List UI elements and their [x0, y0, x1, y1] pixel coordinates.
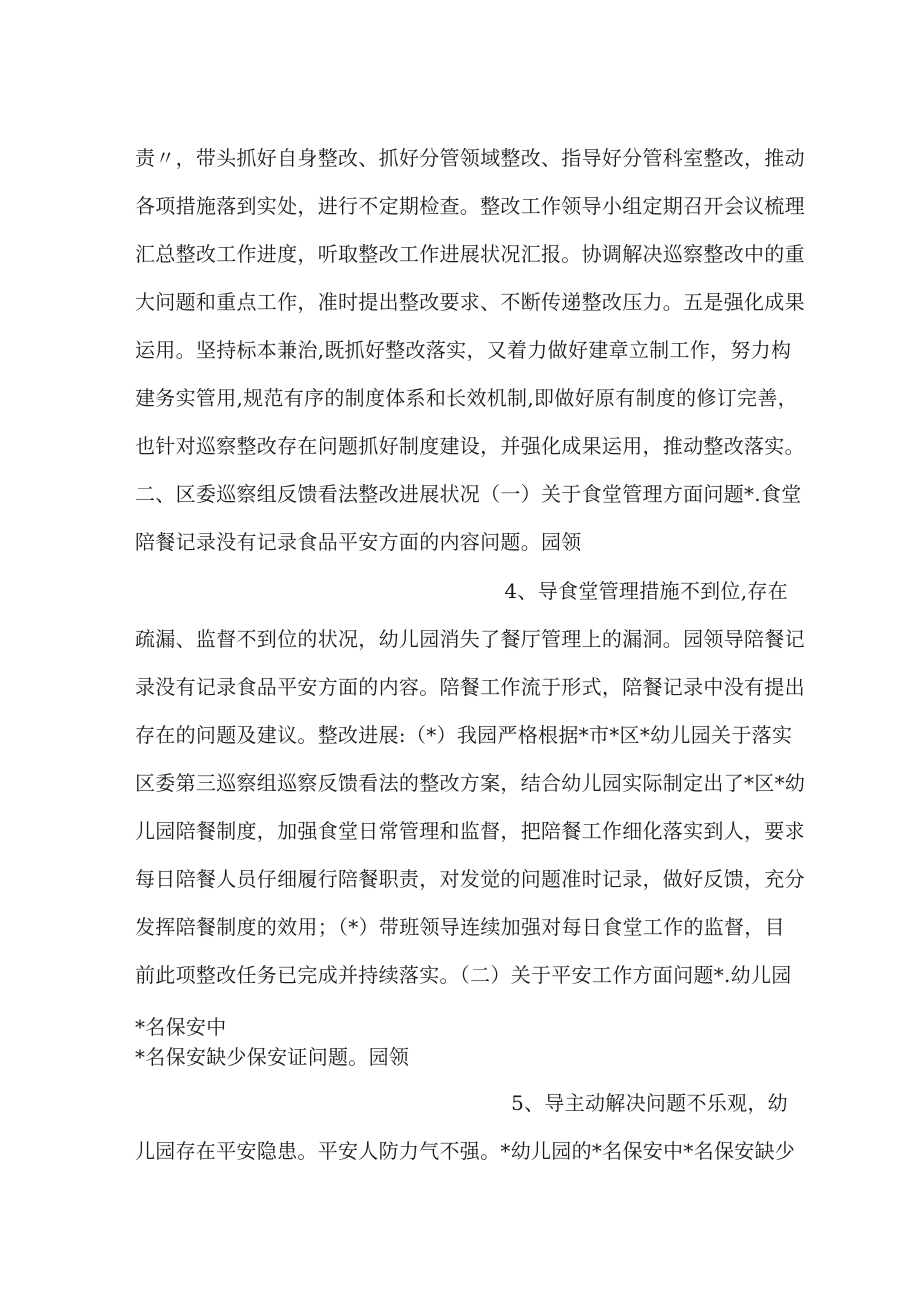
- text-line: 建务实管用,规范有序的制度体系和长效机制,即做好原有制度的修订完善，: [135, 386, 798, 410]
- text-line: 大问题和重点工作，准时提出整改要求、不断传递整改压力。五是强化成果: [135, 290, 805, 314]
- text-line: 区委第三巡察组巡察反馈看法的整改方案，结合幼儿园实际制定出了*区*幼: [135, 771, 806, 795]
- text-line: 责〃，带头抓好自身整改、抓好分管领域整改、指导好分管科室整改，推动: [135, 146, 805, 170]
- text-line: 存在的问题及建议。整改进展:（*）我园严格根据*市*区*幼儿园关于落实: [135, 723, 793, 747]
- text-line: 发挥陪餐制度的效用；（*）带班领导连续加强对每日食堂工作的监督，目: [135, 915, 785, 939]
- text-line: 也针对巡察整改存在问题抓好制度建设，并强化成果运用，推动整改落实。: [135, 434, 805, 458]
- text-line: 4、导食堂管理措施不到位,存在: [504, 579, 788, 603]
- text-line: 儿园陪餐制度，加强食堂日常管理和监督，把陪餐工作细化落实到人，要求: [135, 819, 805, 843]
- text-line: 汇总整改工作进度，听取整改工作进展状况汇报。协调解决巡察整改中的重: [135, 242, 805, 266]
- text-line: 运用。坚持标本兼治,既抓好整改落实，又着力做好建章立制工作，努力构: [135, 338, 792, 362]
- text-line: 疏漏、监督不到位的状况，幼儿园消失了餐厅管理上的漏洞。园领导陪餐记: [135, 627, 805, 651]
- text-line: 录没有记录食品平安方面的内容。陪餐工作流于形式，陪餐记录中没有提出: [135, 675, 805, 699]
- text-line: 5、导主动解决问题不乐观，幼: [511, 1091, 788, 1115]
- text-line: *名保安中: [135, 1015, 227, 1039]
- text-line: 前此项整改任务已完成并持续落实。（二）关于平安工作方面问题*.幼儿园: [135, 963, 792, 987]
- text-line: 每日陪餐人员仔细履行陪餐职责，对发觉的问题准时记录，做好反馈，充分: [135, 867, 805, 891]
- text-line: 各项措施落到实处，进行不定期检查。整改工作领导小组定期召开会议梳理: [135, 194, 805, 218]
- text-line: *名保安缺少保安证问题。园领: [135, 1045, 410, 1069]
- text-line: 陪餐记录没有记录食品平安方面的内容问题。园领: [135, 530, 582, 554]
- text-line: 儿园存在平安隐患。平安人防力气不强。*幼儿园的*名保安中*名保安缺少: [135, 1139, 796, 1163]
- text-line: 二、区委巡察组反馈看法整改进展状况（一）关于食堂管理方面问题*.食堂: [135, 482, 802, 506]
